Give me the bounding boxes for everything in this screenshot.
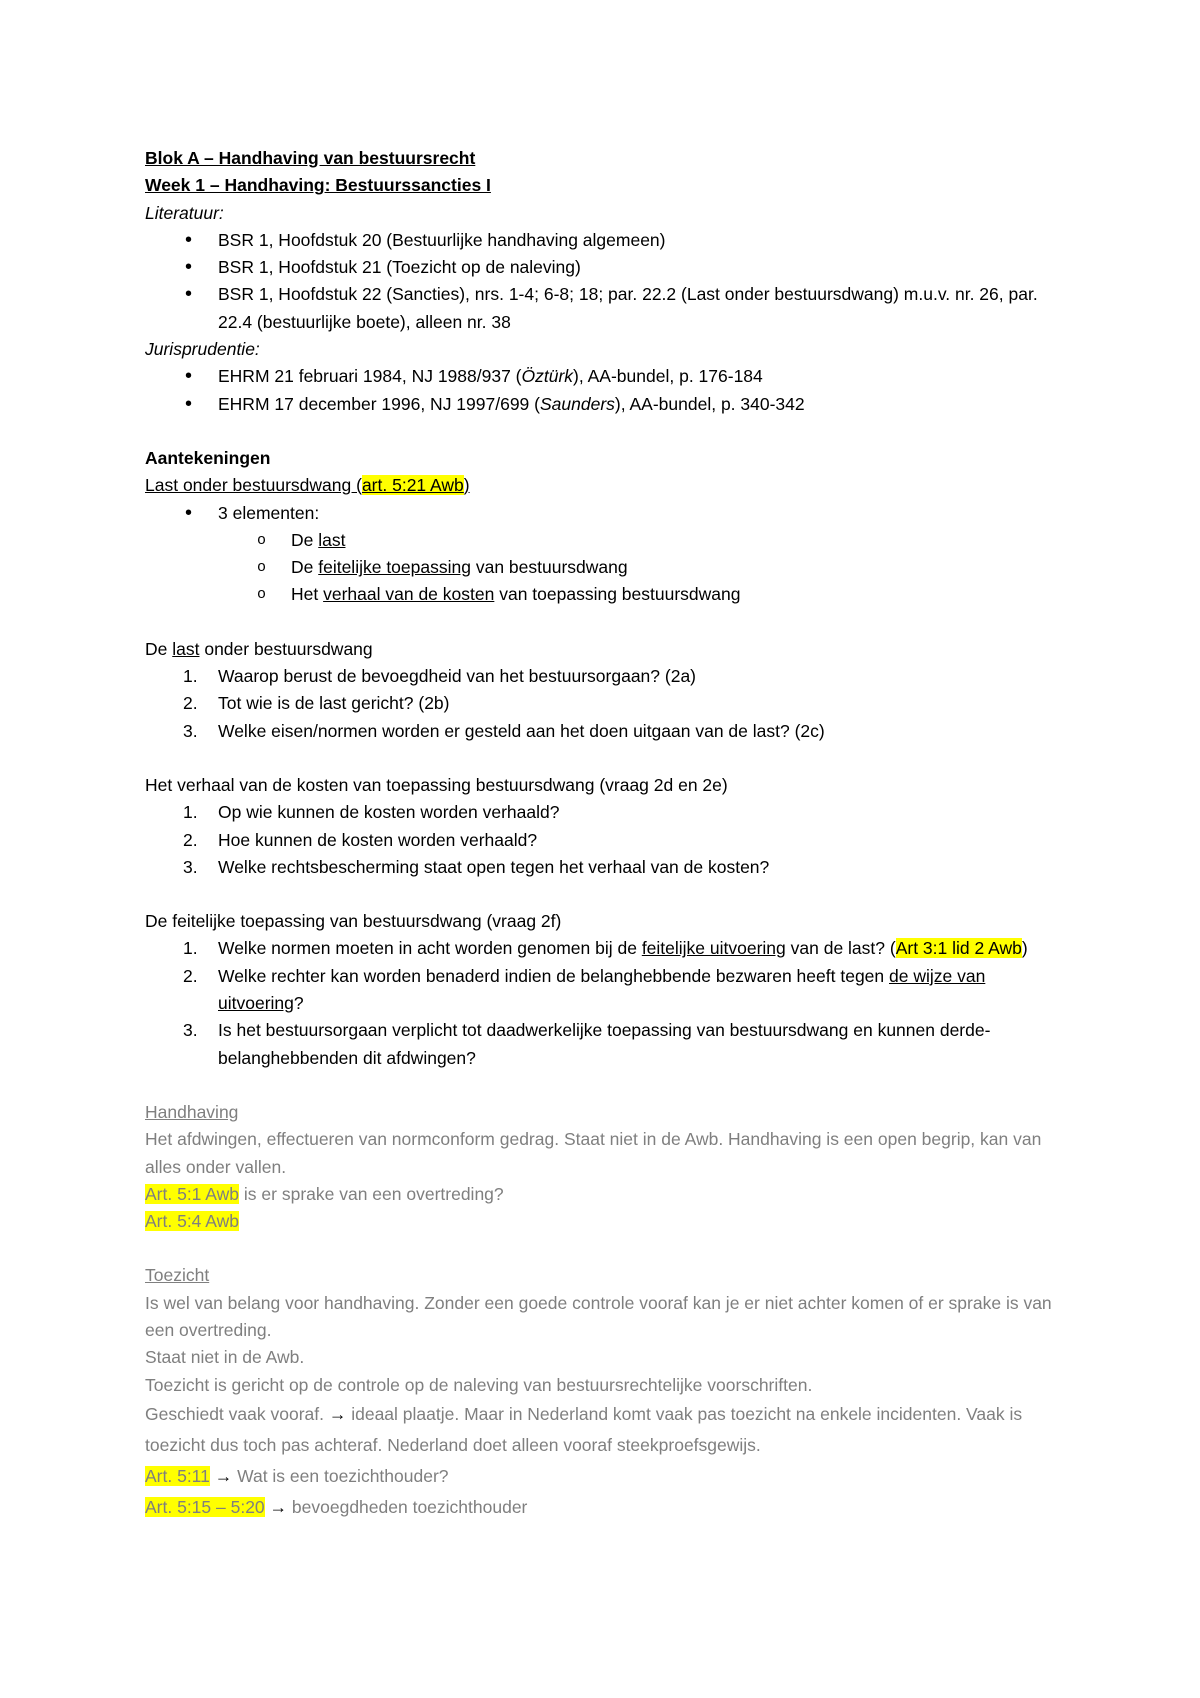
de-last-title: De last onder bestuursdwang xyxy=(145,638,373,659)
list-item: 3. Welke eisen/normen worden er gesteld aan het doen uitgaan van de last? (2c) xyxy=(183,720,825,741)
jurisprudentie-label: Jurisprudentie: xyxy=(145,339,260,360)
toezicht-art-2: Art. 5:15 – 5:20 → bevoegdheden toezichthouder xyxy=(145,1496,528,1517)
aantekeningen-heading: Aantekeningen xyxy=(145,447,271,468)
list-item: 3. Is het bestuursorgaan verplicht tot daadwerkelijke toepassing van bestuursdwang en kunnen derde-belanghebbenden dit afdwingen? xyxy=(183,1020,991,1068)
list-item: 3. Welke rechtsbescherming staat open tegen het verhaal van de kosten? xyxy=(183,856,770,877)
toezicht-text-1: Is wel van belang voor handhaving. Zonder een goede controle vooraf kan je er niet achter komen of er sprake is van een overtreding. xyxy=(145,1292,1052,1340)
verhaal-list xyxy=(145,799,1065,881)
arrow-right-icon: → xyxy=(269,1496,288,1517)
elements-list xyxy=(145,500,1065,527)
handhaving-title: Handhaving xyxy=(145,1101,239,1122)
list-item: 2. Welke rechter kan worden benaderd indien de belanghebbende bezwaren heeft tegen de wijze van uitvoering? xyxy=(183,965,986,1014)
toezicht-section xyxy=(145,1262,1065,1522)
feitelijke-list xyxy=(145,935,1065,1071)
list-item: 2. Hoe kunnen de kosten worden verhaald? xyxy=(183,829,538,850)
list-item: 1. Op wie kunnen de kosten worden verhaald? xyxy=(183,802,560,823)
literatuur-list xyxy=(145,227,1065,336)
list-item: o Het verhaal van de kosten van toepassing bestuursdwang xyxy=(145,581,1065,608)
de-last-list xyxy=(145,663,1065,745)
toezicht-text-2: Staat niet in de Awb. xyxy=(145,1347,305,1368)
list-item: • BSR 1, Hoofdstuk 22 (Sancties), nrs. 1-4; 6-8; 18; par. 22.2 (Last onder bestuursdwang) m.u.v. nr. 26, par. 22.4 (bestuurlijke boete), alleen nr. 38 xyxy=(145,281,1065,336)
feitelijke-title: De feitelijke toepassing van bestuursdwang (vraag 2f) xyxy=(145,911,562,932)
list-item: • EHRM 17 december 1996, NJ 1997/699 (Saunders), AA-bundel, p. 340-342 xyxy=(145,391,1065,418)
toezicht-title: Toezicht xyxy=(145,1265,210,1286)
list-item: 1. Waarop berust de bevoegdheid van het bestuursorgaan? (2a) xyxy=(183,666,697,687)
elements-sublist xyxy=(145,527,1065,609)
verhaal-title: Het verhaal van de kosten van toepassing bestuursdwang (vraag 2d en 2e) xyxy=(145,774,728,795)
handhaving-art-1: Art. 5:1 Awb is er sprake van een overtreding? xyxy=(145,1183,504,1204)
list-item: 2. Tot wie is de last gericht? (2b) xyxy=(183,693,450,714)
toezicht-text-3: Toezicht is gericht op de controle op de naleving van bestuursrechtelijke voorschriften. xyxy=(145,1374,813,1395)
list-item: • 3 elementen: xyxy=(145,500,1065,527)
page-subtitle: Week 1 – Handhaving: Bestuurssancties I xyxy=(145,175,491,196)
jurisprudentie-list xyxy=(145,363,1065,418)
list-item: 1. Welke normen moeten in acht worden genomen bij de feitelijke uitvoering van de last? (Art 3:1 lid 2 Awb) xyxy=(183,938,1028,959)
page-title: Blok A – Handhaving van bestuursrecht xyxy=(145,148,476,168)
last-onder-bestuursdwang-title: Last onder bestuursdwang (art. 5:21 Awb) xyxy=(145,475,470,496)
list-item: o De feitelijke toepassing van bestuursdwang xyxy=(145,554,1065,581)
list-item: o De last xyxy=(145,527,1065,554)
list-item: • BSR 1, Hoofdstuk 21 (Toezicht op de naleving) xyxy=(145,254,1065,281)
handhaving-text: Het afdwingen, effectueren van normconform gedrag. Staat niet in de Awb. Handhaving is een open begrip, kan van alles onder vallen. xyxy=(145,1129,1042,1177)
handhaving-section xyxy=(145,1099,1065,1235)
arrow-right-icon: → xyxy=(214,1465,233,1486)
list-item: • EHRM 21 februari 1984, NJ 1988/937 (Öztürk), AA-bundel, p. 176-184 xyxy=(145,363,1065,390)
literatuur-label: Literatuur: xyxy=(145,202,224,223)
list-item: • BSR 1, Hoofdstuk 20 (Bestuurlijke handhaving algemeen) xyxy=(145,227,1065,254)
toezicht-art-1: Art. 5:11 → Wat is een toezichthouder? xyxy=(145,1465,449,1486)
handhaving-art-2: Art. 5:4 Awb xyxy=(145,1211,240,1232)
toezicht-text-4: Geschiedt vaak vooraf. → ideaal plaatje. Maar in Nederland komt vaak pas toezicht na enkele incidenten. Vaak is toezicht dus toch pas achteraf. Nederland doet alleen vooraf steekproefsgewijs. xyxy=(145,1403,1023,1455)
arrow-right-icon: → xyxy=(328,1403,347,1424)
document-content xyxy=(145,145,1065,1523)
